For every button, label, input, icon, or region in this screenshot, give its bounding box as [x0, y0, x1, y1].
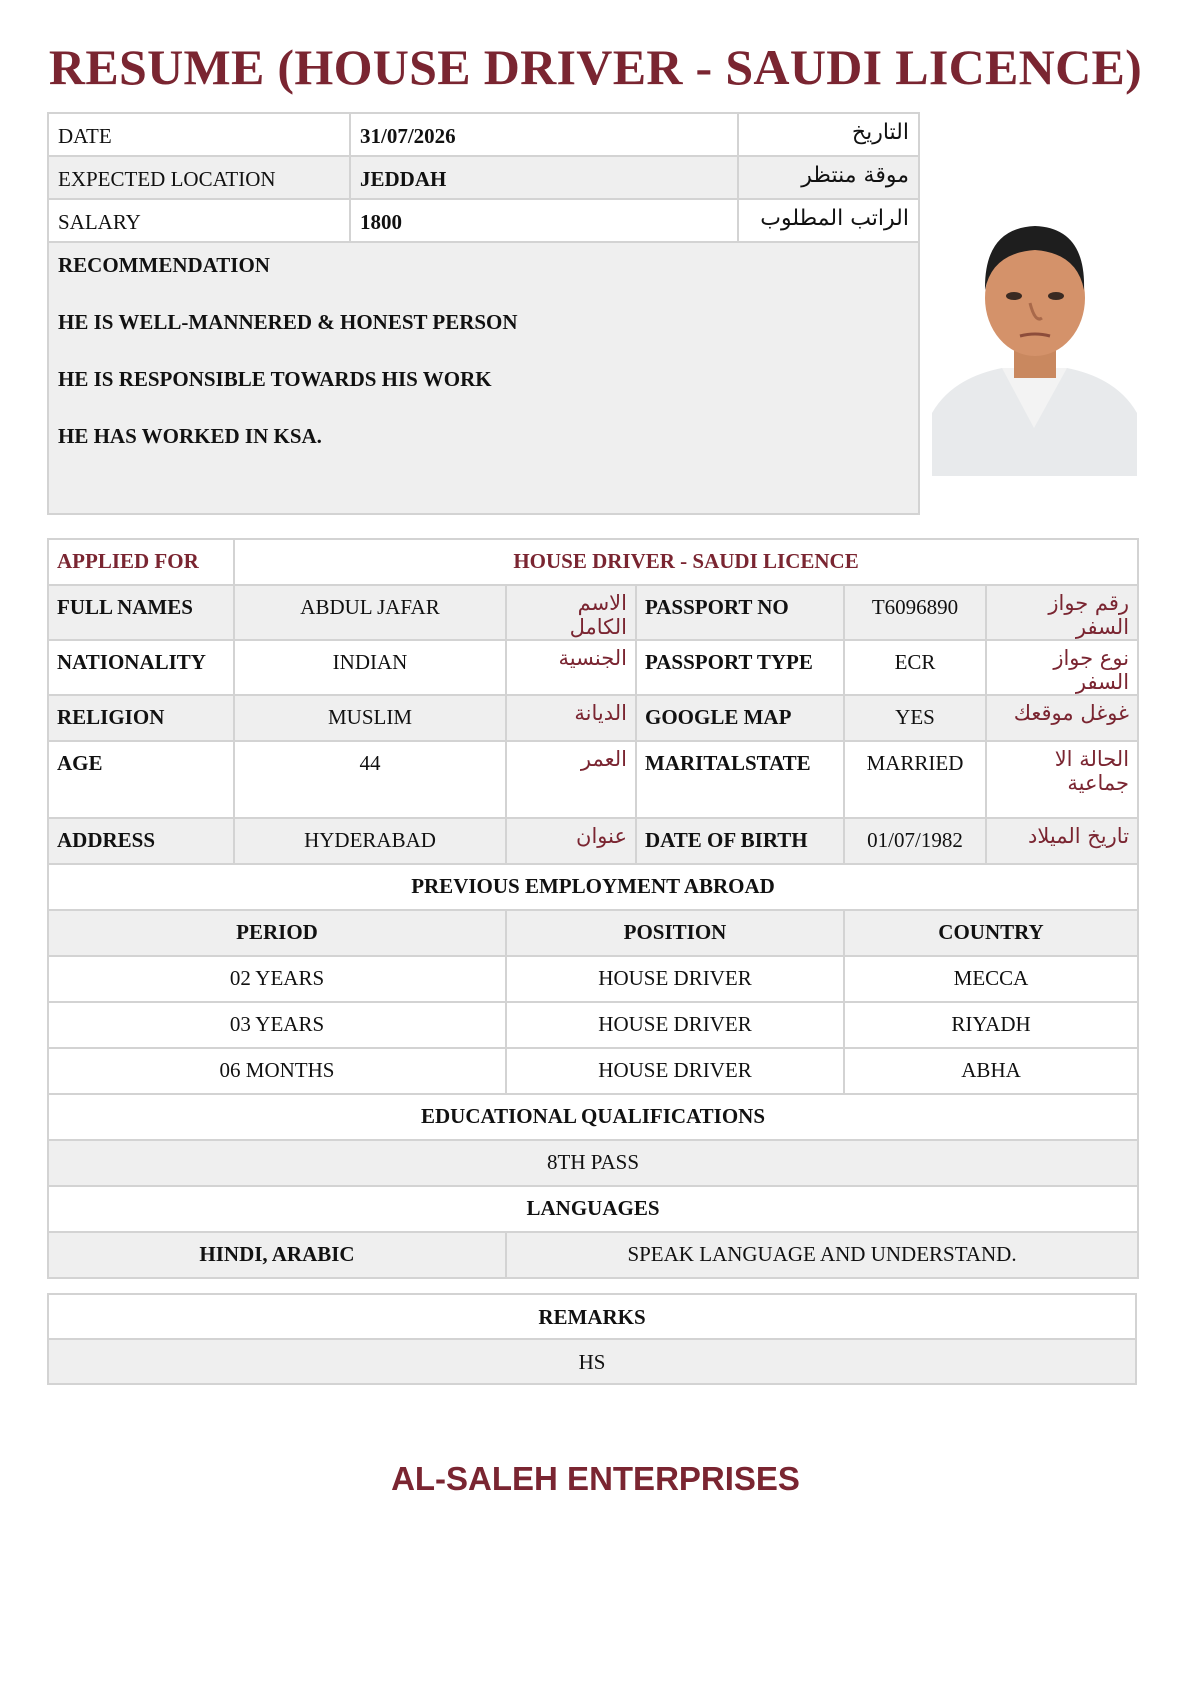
languages-heading: LANGUAGES — [48, 1186, 1138, 1232]
field-label: PASSPORT NO — [636, 585, 844, 640]
candidate-photo-image — [932, 198, 1137, 476]
remarks-table — [47, 1293, 1137, 1385]
field-value: MUSLIM — [234, 695, 506, 741]
resume-title: RESUME (HOUSE DRIVER - SAUDI LICENCE) — [48, 39, 1143, 95]
education-heading: EDUCATIONAL QUALIFICATIONS — [48, 1094, 1138, 1140]
field-label-arabic: رقم جواز السفر — [986, 585, 1138, 640]
field-value: ABDUL JAFAR — [234, 585, 506, 640]
date-value: 31/07/2026 — [350, 113, 738, 156]
summary-table — [47, 112, 920, 515]
date-label: DATE — [48, 113, 350, 156]
education-heading-row — [48, 1094, 1138, 1140]
employment-row — [48, 1048, 1138, 1094]
field-label: ADDRESS — [48, 818, 234, 864]
employment-row — [48, 956, 1138, 1002]
country-header: COUNTRY — [844, 910, 1138, 956]
field-value: HYDERABAD — [234, 818, 506, 864]
field-label-arabic: الحالة الا جماعية — [986, 741, 1138, 818]
candidate-photo — [932, 198, 1137, 476]
recommendation-line: HE IS WELL-MANNERED & HONEST PERSON — [58, 310, 518, 334]
field-value: INDIAN — [234, 640, 506, 695]
salary-row — [48, 199, 919, 242]
country-cell: RIYADH — [844, 1002, 1138, 1048]
country-cell: MECCA — [844, 956, 1138, 1002]
field-value: ECR — [844, 640, 986, 695]
field-value: MARRIED — [844, 741, 986, 818]
field-label: RELIGION — [48, 695, 234, 741]
recommendation-row — [48, 242, 919, 514]
field-label-arabic: عنوان — [506, 818, 636, 864]
employment-row — [48, 1002, 1138, 1048]
field-value: T6096890 — [844, 585, 986, 640]
field-value: 01/07/1982 — [844, 818, 986, 864]
details-row — [48, 818, 1138, 864]
applied-for-row — [48, 539, 1138, 585]
field-label: NATIONALITY — [48, 640, 234, 695]
location-value: JEDDAH — [350, 156, 738, 199]
details-row — [48, 585, 1138, 640]
remarks-value: HS — [48, 1339, 1136, 1384]
employment-heading-row — [48, 864, 1138, 910]
field-label: AGE — [48, 741, 234, 818]
salary-value: 1800 — [350, 199, 738, 242]
position-header: POSITION — [506, 910, 844, 956]
location-label: EXPECTED LOCATION — [48, 156, 350, 199]
field-value: 44 — [234, 741, 506, 818]
details-table — [47, 538, 1139, 1279]
period-cell: 02 YEARS — [48, 956, 506, 1002]
languages-row — [48, 1232, 1138, 1278]
date-label-arabic: التاريخ — [738, 113, 919, 156]
languages-level: SPEAK LANGUAGE AND UNDERSTAND. — [506, 1232, 1138, 1278]
position-cell: HOUSE DRIVER — [506, 1002, 844, 1048]
position-cell: HOUSE DRIVER — [506, 956, 844, 1002]
languages-heading-row — [48, 1186, 1138, 1232]
education-value: 8TH PASS — [48, 1140, 1138, 1186]
field-label-arabic: العمر — [506, 741, 636, 818]
date-row — [48, 113, 919, 156]
field-label-arabic: تاريخ الميلاد — [986, 818, 1138, 864]
recommendation-line: HE IS RESPONSIBLE TOWARDS HIS WORK — [58, 367, 492, 391]
field-label-arabic: الجنسية — [506, 640, 636, 695]
languages-names: HINDI, ARABIC — [48, 1232, 506, 1278]
company-name: AL-SALEH ENTERPRISES — [391, 1460, 800, 1497]
field-value: YES — [844, 695, 986, 741]
details-row — [48, 695, 1138, 741]
field-label: MARITALSTATE — [636, 741, 844, 818]
remarks-row — [48, 1339, 1136, 1384]
field-label-arabic: نوع جواز السفر — [986, 640, 1138, 695]
country-cell: ABHA — [844, 1048, 1138, 1094]
employment-heading: PREVIOUS EMPLOYMENT ABROAD — [48, 864, 1138, 910]
details-row — [48, 640, 1138, 695]
remarks-heading: REMARKS — [48, 1294, 1136, 1339]
location-label-arabic: موقة منتظر — [738, 156, 919, 199]
period-header: PERIOD — [48, 910, 506, 956]
field-label: FULL NAMES — [48, 585, 234, 640]
employment-header-row — [48, 910, 1138, 956]
salary-label-arabic: الراتب المطلوب — [738, 199, 919, 242]
field-label-arabic: الديانة — [506, 695, 636, 741]
recommendation-heading: RECOMMENDATION — [58, 253, 270, 277]
location-row — [48, 156, 919, 199]
applied-for-value: HOUSE DRIVER - SAUDI LICENCE — [234, 539, 1138, 585]
details-row — [48, 741, 1138, 818]
period-cell: 06 MONTHS — [48, 1048, 506, 1094]
field-label: GOOGLE MAP — [636, 695, 844, 741]
position-cell: HOUSE DRIVER — [506, 1048, 844, 1094]
recommendation-block — [48, 242, 919, 514]
applied-for-label: APPLIED FOR — [48, 539, 234, 585]
field-label-arabic: غوغل موقعك — [986, 695, 1138, 741]
field-label: DATE OF BIRTH — [636, 818, 844, 864]
field-label: PASSPORT TYPE — [636, 640, 844, 695]
field-label-arabic: الاسم الكامل — [506, 585, 636, 640]
salary-label: SALARY — [48, 199, 350, 242]
period-cell: 03 YEARS — [48, 1002, 506, 1048]
recommendation-line: HE HAS WORKED IN KSA. — [58, 424, 322, 448]
education-row — [48, 1140, 1138, 1186]
remarks-heading-row — [48, 1294, 1136, 1339]
